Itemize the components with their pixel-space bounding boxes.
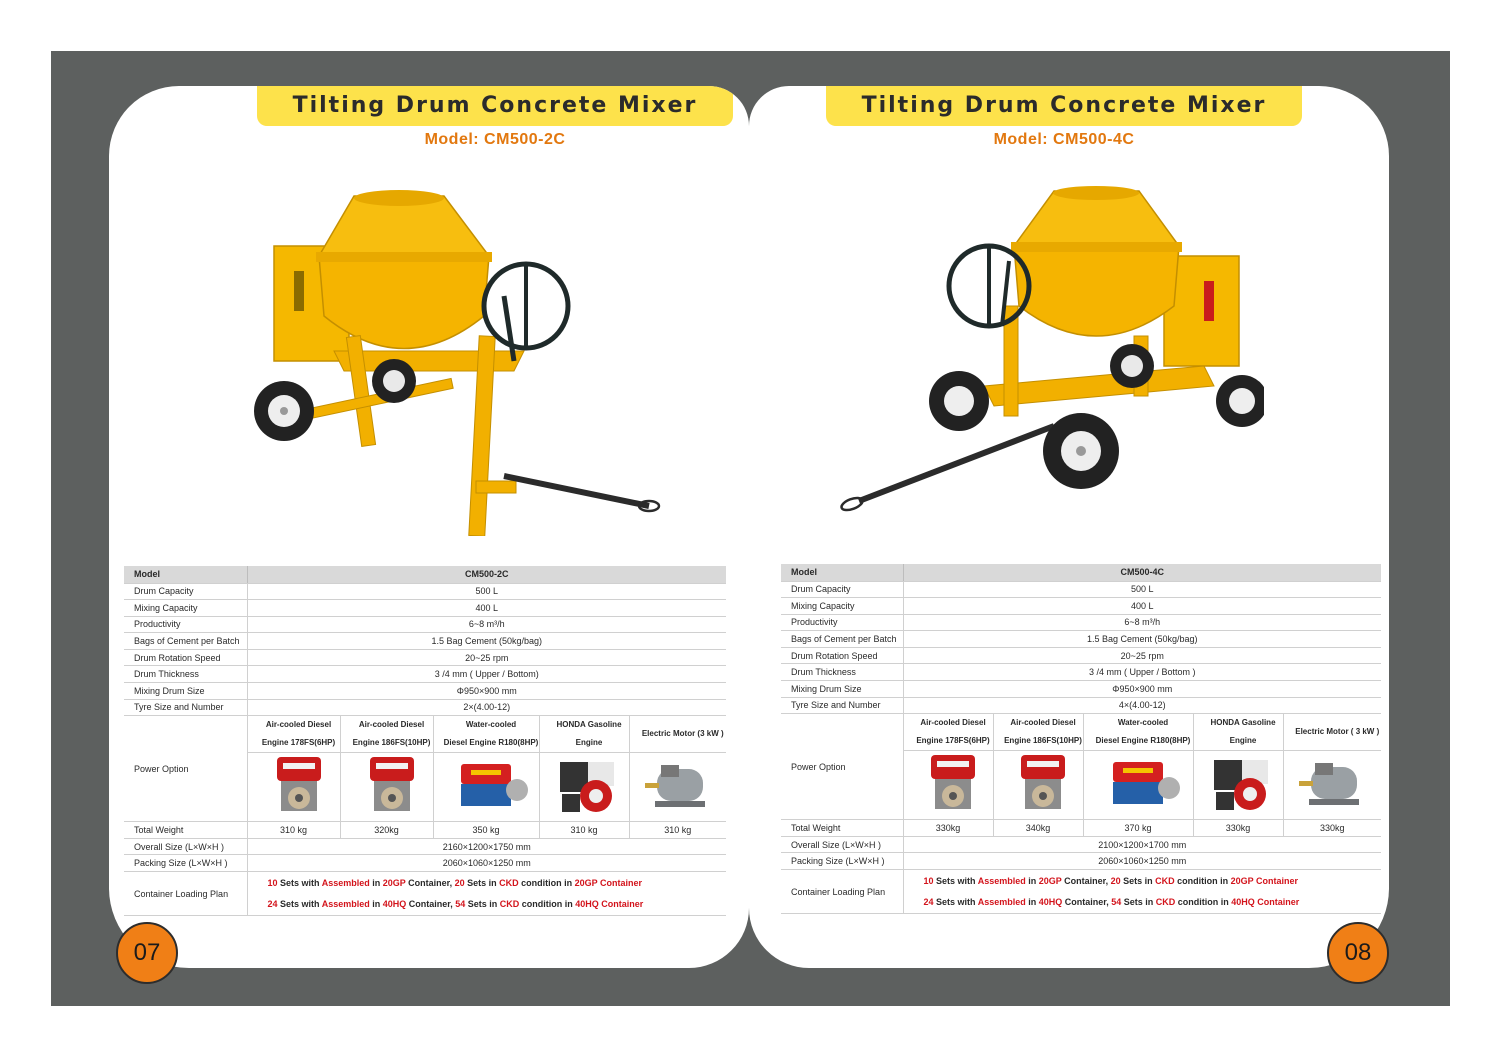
row-label: Bags of Cement per Batch [781, 631, 903, 648]
row-value: 1.5 Bag Cement (50kg/bag) [247, 633, 726, 650]
diesel-engine-image [993, 751, 1083, 820]
power-option-name: Air-cooled Diesel Engine 178FS(6HP) [247, 716, 340, 753]
power-option-label: Power Option [781, 714, 903, 820]
power-option-name: Air-cooled Diesel Engine 186FS(10HP) [993, 714, 1083, 751]
row-label: Tyre Size and Number [124, 699, 247, 716]
table-row [124, 616, 726, 633]
row-label: Bags of Cement per Batch [124, 633, 247, 650]
row-value: 1.5 Bag Cement (50kg/bag) [903, 631, 1381, 648]
power-option-name: HONDA Gasoline Engine [539, 716, 629, 753]
row-label: Productivity [781, 614, 903, 631]
water-cooled-engine-image [433, 753, 539, 822]
brochure-spread [51, 51, 1450, 1006]
row-label: Packing Size (L×W×H ) [124, 855, 247, 872]
container-loading-plan [903, 870, 1381, 914]
weight-value: 330kg [1193, 820, 1283, 837]
row-value: Φ950×900 mm [903, 681, 1381, 698]
row-value: 500 L [903, 581, 1381, 598]
row-label: Packing Size (L×W×H ) [781, 853, 903, 870]
weight-value: 350 kg [433, 822, 539, 839]
power-option-header-row [124, 716, 726, 753]
row-value: 2160×1200×1750 mm [247, 838, 726, 855]
row-label: Container Loading Plan [781, 870, 903, 914]
row-value: 2060×1060×1250 mm [903, 853, 1381, 870]
table-row [781, 681, 1381, 698]
row-label: Mixing Capacity [124, 600, 247, 617]
row-value: 2×(4.00-12) [247, 699, 726, 716]
row-label: Container Loading Plan [124, 872, 247, 916]
table-row [124, 649, 726, 666]
table-row [124, 633, 726, 650]
row-label: Overall Size (L×W×H ) [781, 836, 903, 853]
weight-value: 320kg [340, 822, 433, 839]
row-value: 400 L [903, 598, 1381, 615]
electric-motor-image [629, 753, 726, 822]
table-row [124, 600, 726, 617]
row-value: 400 L [247, 600, 726, 617]
container-loading-row [124, 872, 726, 916]
gasoline-engine-image [1193, 751, 1283, 820]
model-heading: Model: CM500-2C [424, 131, 566, 148]
row-value: 2060×1060×1250 mm [247, 855, 726, 872]
loading-line-20gp: 10 Sets with Assembled in 20GP Container, 20 Sets in CKD condition in 20GP Container [267, 877, 642, 888]
electric-motor-image [1283, 751, 1381, 820]
power-option-name: Air-cooled Diesel Engine 178FS(6HP) [903, 714, 993, 751]
row-label: Drum Rotation Speed [781, 647, 903, 664]
power-option-label: Power Option [124, 716, 247, 822]
table-row [781, 853, 1381, 870]
table-row [781, 647, 1381, 664]
weight-value: 310 kg [629, 822, 726, 839]
page-number-07: 07 [116, 922, 178, 984]
concrete-mixer-2-wheel-image [244, 176, 664, 536]
row-value: 500 L [247, 583, 726, 600]
weight-value: 310 kg [247, 822, 340, 839]
row-label: Tyre Size and Number [781, 697, 903, 714]
row-label: Mixing Drum Size [781, 681, 903, 698]
row-label: Drum Rotation Speed [124, 649, 247, 666]
power-option-name: Air-cooled Diesel Engine 186FS(10HP) [340, 716, 433, 753]
row-value: 3 /4 mm ( Upper / Bottom ) [903, 664, 1381, 681]
table-row [124, 838, 726, 855]
diesel-engine-image [247, 753, 340, 822]
page-07 [109, 86, 749, 968]
row-value: Φ950×900 mm [247, 683, 726, 700]
loading-line-40hq: 24 Sets with Assembled in 40HQ Container, 54 Sets in CKD condition in 40HQ Container [923, 896, 1300, 907]
spec-table [124, 566, 726, 916]
power-option-name: HONDA Gasoline Engine [1193, 714, 1283, 751]
page-number-08: 08 [1327, 922, 1389, 984]
table-header-row [124, 566, 726, 583]
page-title-banner: Tilting Drum Concrete Mixer [826, 86, 1302, 126]
table-row [781, 614, 1381, 631]
row-label: Drum Capacity [781, 581, 903, 598]
power-option-name: Water-cooled Diesel Engine R180(8HP) [433, 716, 539, 753]
total-weight-row [124, 822, 726, 839]
table-row [781, 697, 1381, 714]
model-heading: Model: CM500-4C [993, 131, 1135, 148]
table-row [781, 598, 1381, 615]
table-row [124, 583, 726, 600]
row-value: 20~25 rpm [247, 649, 726, 666]
row-label: Drum Capacity [124, 583, 247, 600]
table-row [781, 581, 1381, 598]
power-option-name: Electric Motor (3 kW ) [629, 716, 726, 753]
weight-value: 340kg [993, 820, 1083, 837]
power-option-header-row [781, 714, 1381, 751]
row-label: Mixing Capacity [781, 598, 903, 615]
table-row [124, 855, 726, 872]
spec-table [781, 564, 1381, 914]
page-title-banner: Tilting Drum Concrete Mixer [257, 86, 733, 126]
container-loading-row [781, 870, 1381, 914]
weight-value: 330kg [1283, 820, 1381, 837]
table-row [124, 666, 726, 683]
gasoline-engine-image [539, 753, 629, 822]
loading-line-40hq: 24 Sets with Assembled in 40HQ Container, 54 Sets in CKD condition in 40HQ Container [267, 898, 644, 909]
table-row [781, 664, 1381, 681]
row-label: Total Weight [124, 822, 247, 839]
table-row [124, 683, 726, 700]
header-model: CM500-4C [903, 564, 1381, 581]
concrete-mixer-4-wheel-image [834, 186, 1264, 546]
row-label: Total Weight [781, 820, 903, 837]
header-model: CM500-2C [247, 566, 726, 583]
row-value: 2100×1200×1700 mm [903, 836, 1381, 853]
row-label: Overall Size (L×W×H ) [124, 838, 247, 855]
weight-value: 330kg [903, 820, 993, 837]
row-value: 6~8 m³/h [903, 614, 1381, 631]
header-label: Model [124, 566, 247, 583]
total-weight-row [781, 820, 1381, 837]
table-row [781, 836, 1381, 853]
diesel-engine-image [340, 753, 433, 822]
table-row [124, 699, 726, 716]
row-label: Drum Thickness [124, 666, 247, 683]
weight-value: 310 kg [539, 822, 629, 839]
row-value: 4×(4.00-12) [903, 697, 1381, 714]
container-loading-plan [247, 872, 726, 916]
water-cooled-engine-image [1083, 751, 1193, 820]
table-row [781, 631, 1381, 648]
loading-line-20gp: 10 Sets with Assembled in 20GP Container, 20 Sets in CKD condition in 20GP Container [923, 875, 1298, 886]
power-option-name: Electric Motor ( 3 kW ) [1283, 714, 1381, 751]
row-label: Drum Thickness [781, 664, 903, 681]
row-value: 20~25 rpm [903, 647, 1381, 664]
power-option-name: Water-cooled Diesel Engine R180(8HP) [1083, 714, 1193, 751]
row-value: 6~8 m³/h [247, 616, 726, 633]
weight-value: 370 kg [1083, 820, 1193, 837]
row-value: 3 /4 mm ( Upper / Bottom) [247, 666, 726, 683]
header-label: Model [781, 564, 903, 581]
row-label: Mixing Drum Size [124, 683, 247, 700]
row-label: Productivity [124, 616, 247, 633]
diesel-engine-image [903, 751, 993, 820]
table-header-row [781, 564, 1381, 581]
page-08 [749, 86, 1389, 968]
